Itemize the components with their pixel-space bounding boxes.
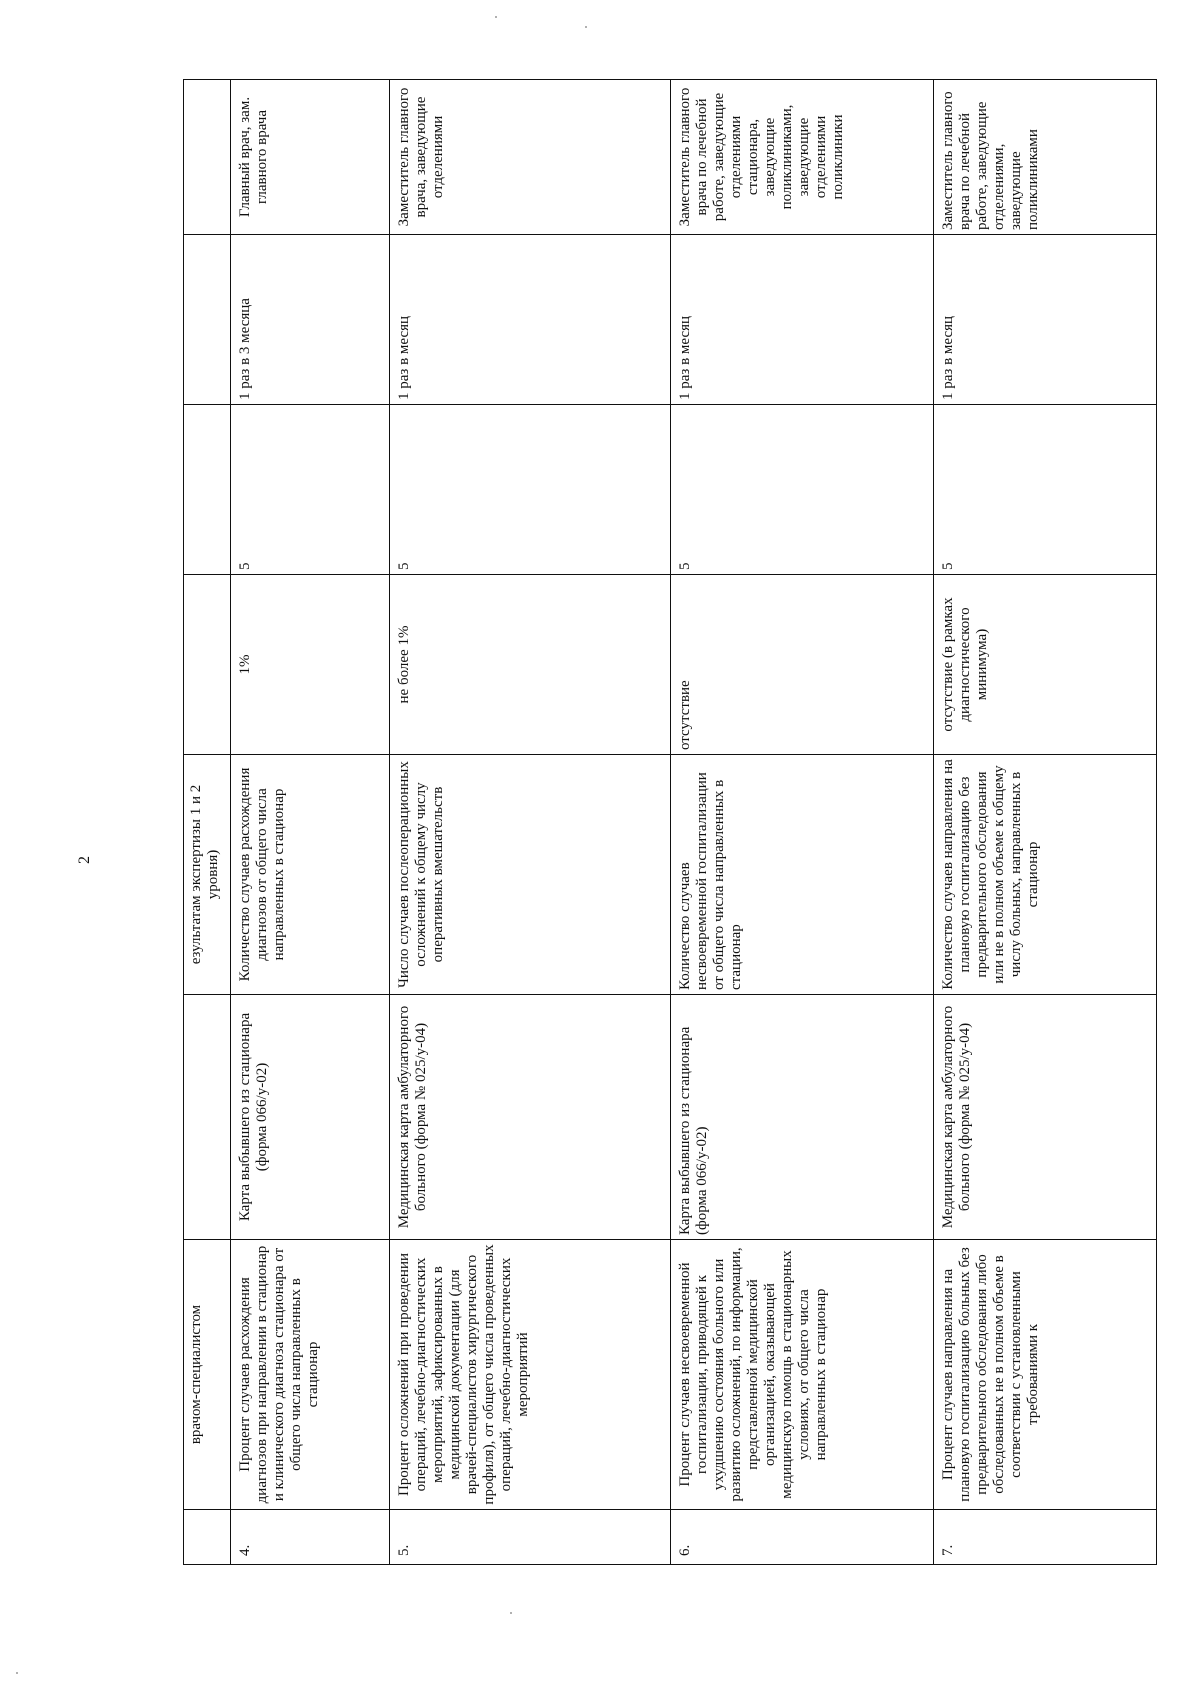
row-indicator: Процент случаев расхождения диагнозов при направлении в стационар и клинического диагноза стационара от общего числа направленных в стационар bbox=[231, 1240, 390, 1510]
scan-speck bbox=[510, 1612, 512, 1614]
header-target bbox=[184, 575, 231, 755]
scan-speck bbox=[585, 26, 587, 28]
row-target: не более 1% bbox=[390, 575, 671, 755]
row-source: Карта выбывшего из стационара (форма 066/у-02) bbox=[671, 995, 934, 1240]
scan-speck bbox=[495, 16, 497, 18]
rotated-table bbox=[183, 80, 1143, 1565]
header-frequency bbox=[184, 235, 231, 405]
row-frequency: 1 раз в 3 месяца bbox=[231, 235, 390, 405]
row-frequency: 1 раз в месяц bbox=[934, 235, 1157, 405]
row-number: 7. bbox=[934, 1510, 1157, 1565]
row-number: 5. bbox=[390, 1510, 671, 1565]
header-source bbox=[184, 995, 231, 1240]
row-responsible: Заместитель главного врача, заведующие отделениями bbox=[390, 80, 671, 235]
row-method: Количество случаев несвоевременной госпитализации от общего числа направленных в стационар bbox=[671, 755, 934, 995]
row-method: Число случаев послеоперационных осложнений к общему числу оперативных вмешательств bbox=[390, 755, 671, 995]
row-indicator: Процент случаев несвоевременной госпитализации, приводящей к ухудшению состояния больного или развитию осложнений, по информации, представленной медицинской организацией, оказывающей медицинскую помощь в стационарных условиях, от общего числа направленных в стационар bbox=[671, 1240, 934, 1510]
header-indicator: врачом-специалистом bbox=[184, 1240, 231, 1510]
row-source: Карта выбывшего из стационара (форма 066/у-02) bbox=[231, 995, 390, 1240]
row-target: отсутствие (в рамках диагностического минимума) bbox=[934, 575, 1157, 755]
header-num bbox=[184, 1510, 231, 1565]
row-method: Количество случаев направления на плановую госпитализацию без предварительного обследования или не в полном объеме к общему числу больных, направленных в стационар bbox=[934, 755, 1157, 995]
row-source: Медицинская карта амбулаторного больного (форма № 025/у-04) bbox=[390, 995, 671, 1240]
row-target: 1% bbox=[231, 575, 390, 755]
scan-speck bbox=[16, 1672, 18, 1674]
page-number: 2 bbox=[76, 856, 93, 864]
row-number: 6. bbox=[671, 1510, 934, 1565]
table-row bbox=[390, 80, 671, 1565]
row-responsible: Заместитель главного врача по лечебной работе, заведующие отделениями, заведующие поликлиниками bbox=[934, 80, 1157, 235]
table-row bbox=[934, 80, 1157, 1565]
table-row bbox=[231, 80, 390, 1565]
header-method: езультатам экспертизы 1 и 2 уровня) bbox=[184, 755, 231, 995]
header-responsible bbox=[184, 80, 231, 235]
row-target: отсутствие bbox=[671, 575, 934, 755]
table-container bbox=[183, 80, 1143, 1565]
row-points: 5 bbox=[934, 405, 1157, 575]
row-points: 5 bbox=[390, 405, 671, 575]
table-row bbox=[671, 80, 934, 1565]
row-method: Количество случаев расхождения диагнозов от общего числа направленных в стационар bbox=[231, 755, 390, 995]
row-points: 5 bbox=[671, 405, 934, 575]
row-frequency: 1 раз в месяц bbox=[390, 235, 671, 405]
row-points: 5 bbox=[231, 405, 390, 575]
table-header-row bbox=[184, 80, 231, 1565]
row-frequency: 1 раз в месяц bbox=[671, 235, 934, 405]
row-indicator: Процент случаев направления на плановую госпитализацию больных без предварительного обследования либо обследованных не в полном объеме в соответствии с установленными требованиями к bbox=[934, 1240, 1157, 1510]
row-indicator: Процент осложнений при проведении операций, лечебно-диагностических мероприятий, зафиксированных в медицинской документации (для врачей-специалистов хирургического профиля), от общего числа проведенных операций, лечебно-диагностических мероприятий bbox=[390, 1240, 671, 1510]
row-responsible: Заместитель главного врача по лечебной работе, заведующие отделениями стационара, заведующие поликлиниками, заведующие отделениями поликлиники bbox=[671, 80, 934, 235]
header-points bbox=[184, 405, 231, 575]
row-number: 4. bbox=[231, 1510, 390, 1565]
criteria-table bbox=[183, 79, 1157, 1565]
row-responsible: Главный врач, зам. главного врача bbox=[231, 80, 390, 235]
row-source: Медицинская карта амбулаторного больного (форма № 025/у-04) bbox=[934, 995, 1157, 1240]
